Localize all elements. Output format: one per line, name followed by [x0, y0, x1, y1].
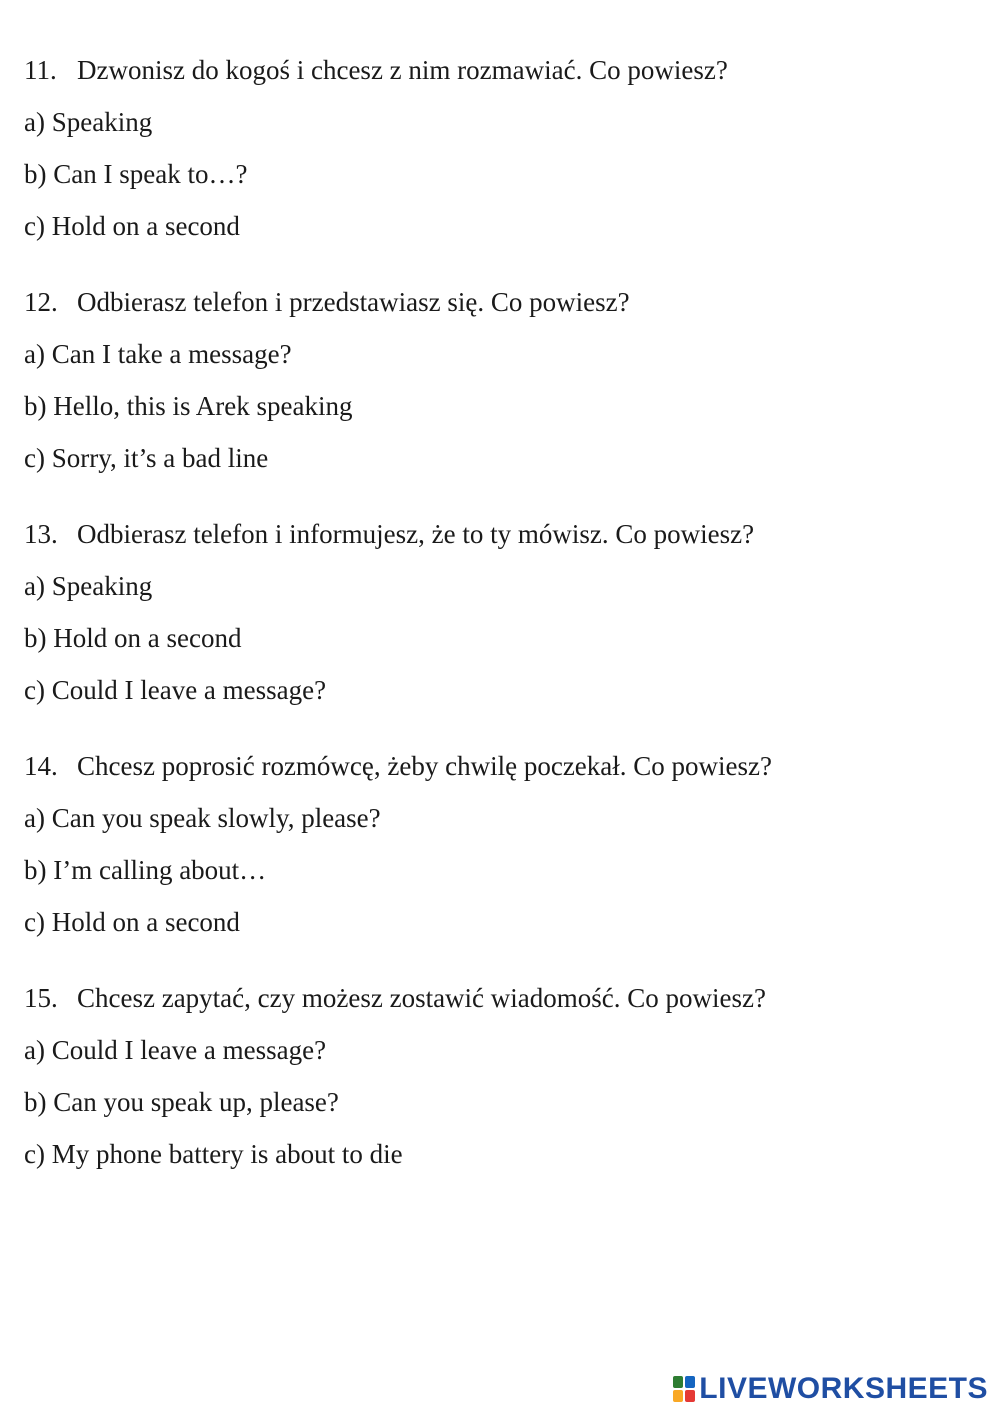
answer-option-b[interactable]: b) I’m calling about…: [24, 855, 267, 885]
answer-option-c[interactable]: c) Sorry, it’s a bad line: [24, 443, 269, 473]
answer-option-c[interactable]: c) Hold on a second: [24, 211, 240, 241]
answer-option-a[interactable]: a) Speaking: [24, 107, 153, 137]
question-prompt: [24, 44, 974, 96]
brand-wordmark: LIVEWORKSHEETS: [699, 1372, 988, 1405]
liveworksheets-branding: [673, 1372, 988, 1406]
question-number: 12.: [24, 287, 58, 317]
logo-square: [685, 1376, 695, 1388]
question-number: 14.: [24, 751, 58, 781]
question-number: 15.: [24, 983, 58, 1013]
question-15: [24, 972, 974, 1180]
question-text: Chcesz zapytać, czy możesz zostawić wiadomość. Co powiesz?: [77, 983, 766, 1013]
question-text: Dzwonisz do kogoś i chcesz z nim rozmawiać. Co powiesz?: [77, 55, 728, 85]
answer-option-c[interactable]: c) Hold on a second: [24, 907, 240, 937]
worksheet: [24, 44, 974, 1204]
answer-option-a[interactable]: a) Could I leave a message?: [24, 1035, 327, 1065]
answer-option-c[interactable]: c) Could I leave a message?: [24, 675, 327, 705]
answer-option-c[interactable]: c) My phone battery is about to die: [24, 1139, 403, 1169]
answer-option-a[interactable]: a) Speaking: [24, 571, 153, 601]
answer-option-a[interactable]: a) Can you speak slowly, please?: [24, 803, 381, 833]
question-14: [24, 740, 974, 948]
answer-option-b[interactable]: b) Can I speak to…?: [24, 159, 248, 189]
answer-option-a[interactable]: a) Can I take a message?: [24, 339, 292, 369]
logo-square: [685, 1390, 695, 1402]
answer-option-b[interactable]: b) Hello, this is Arek speaking: [24, 391, 353, 421]
question-number: 13.: [24, 519, 58, 549]
logo-square: [673, 1390, 683, 1402]
question-11: [24, 44, 974, 252]
question-prompt: [24, 508, 974, 560]
question-12: [24, 276, 974, 484]
answer-option-b[interactable]: b) Can you speak up, please?: [24, 1087, 339, 1117]
question-13: [24, 508, 974, 716]
answer-option-b[interactable]: b) Hold on a second: [24, 623, 242, 653]
logo-square: [673, 1376, 683, 1388]
liveworksheets-logo-icon: [673, 1376, 695, 1402]
question-text: Odbierasz telefon i przedstawiasz się. Co powiesz?: [77, 287, 630, 317]
question-prompt: [24, 276, 974, 328]
question-number: 11.: [24, 55, 57, 85]
question-prompt: [24, 972, 974, 1024]
question-prompt: [24, 740, 974, 792]
question-text: Odbierasz telefon i informujesz, że to ty mówisz. Co powiesz?: [77, 519, 755, 549]
question-text: Chcesz poprosić rozmówcę, żeby chwilę poczekał. Co powiesz?: [77, 751, 772, 781]
